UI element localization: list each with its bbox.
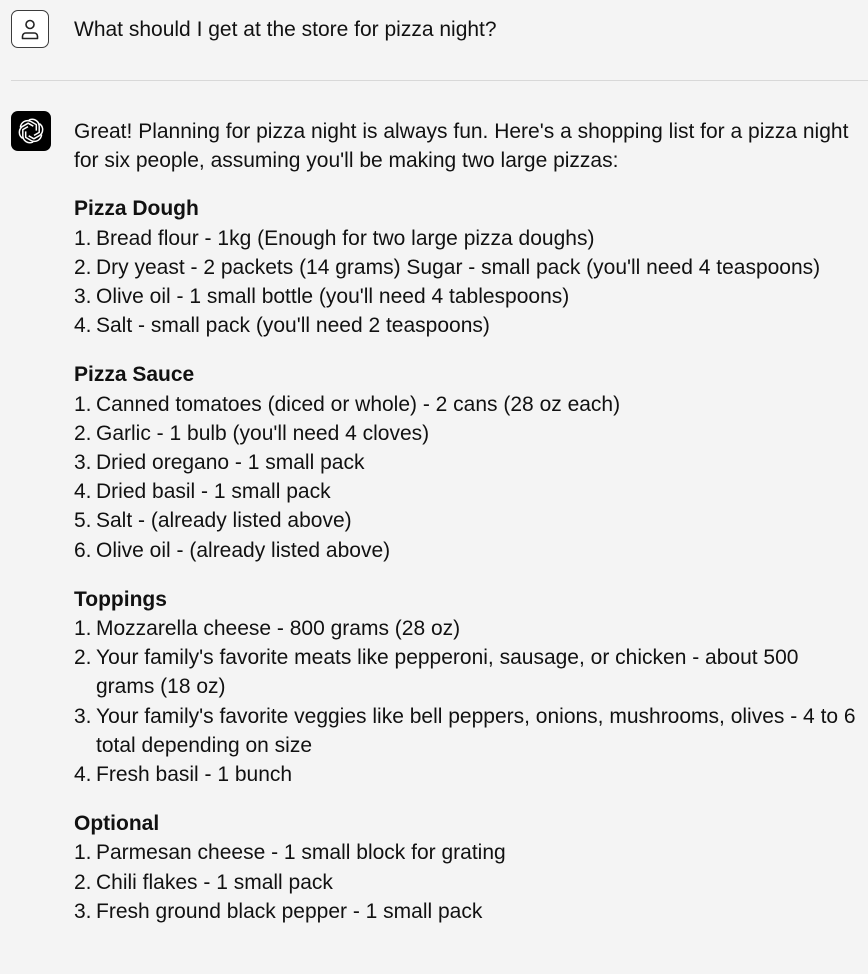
assistant-message	[74, 117, 858, 946]
section-list	[74, 838, 858, 926]
list-item	[74, 838, 858, 867]
user-avatar	[11, 10, 49, 48]
list-section	[74, 809, 858, 926]
list-item-number: 3.	[74, 285, 92, 309]
list-item-text: Bread flour - 1kg (Enough for two large pizza doughs)	[96, 226, 595, 250]
list-item-number: 1.	[74, 226, 92, 250]
message-divider	[11, 80, 868, 81]
openai-logo-icon	[17, 117, 45, 145]
section-list	[74, 390, 858, 565]
list-item	[74, 506, 858, 535]
list-item-text: Your family's favorite meats like pepperoni, sausage, or chicken - about 500 grams (18 oz)	[96, 646, 799, 699]
list-item-number: 1.	[74, 392, 92, 416]
list-section	[74, 360, 858, 564]
user-icon	[20, 18, 40, 40]
list-item-number: 2.	[74, 870, 92, 894]
list-item-number: 4.	[74, 314, 92, 338]
list-item	[74, 282, 858, 311]
shopping-list	[74, 194, 858, 926]
list-item	[74, 536, 858, 565]
list-item-text: Garlic - 1 bulb (you'll need 4 cloves)	[96, 421, 430, 445]
list-item-text: Fresh basil - 1 bunch	[96, 763, 293, 787]
section-title: Optional	[74, 812, 160, 836]
list-item	[74, 868, 858, 897]
list-section	[74, 585, 858, 789]
list-item-number: 2.	[74, 646, 92, 670]
section-title: Pizza Dough	[74, 197, 199, 221]
list-item-number: 4.	[74, 480, 92, 504]
list-item-text: Mozzarella cheese - 800 grams (28 oz)	[96, 617, 461, 641]
list-item	[74, 643, 858, 701]
list-item-text: Salt - small pack (you'll need 2 teaspoons)	[96, 314, 490, 338]
list-item	[74, 224, 858, 253]
list-item	[74, 477, 858, 506]
list-item	[74, 419, 858, 448]
user-message-row	[11, 10, 861, 50]
list-item	[74, 614, 858, 643]
list-item-text: Dried oregano - 1 small pack	[96, 451, 365, 475]
list-item-number: 2.	[74, 421, 92, 445]
list-item-text: Dry yeast - 2 packets (14 grams) Sugar - small pack (you'll need 4 teaspoons)	[96, 255, 821, 279]
list-item-number: 1.	[74, 841, 92, 865]
list-item-number: 4.	[74, 763, 92, 787]
section-title: Toppings	[74, 587, 167, 611]
list-item-text: Your family's favorite veggies like bell peppers, onions, mushrooms, olives - 4 to 6 total depending on size	[96, 704, 856, 757]
list-item-number: 3.	[74, 704, 92, 728]
list-item-text: Fresh ground black pepper - 1 small pack	[96, 899, 483, 923]
list-item	[74, 897, 858, 926]
list-item-number: 6.	[74, 538, 92, 562]
list-item-text: Olive oil - 1 small bottle (you'll need 4 tablespoons)	[96, 285, 570, 309]
list-item-number: 5.	[74, 509, 92, 533]
list-item-number: 3.	[74, 899, 92, 923]
user-message-text: What should I get at the store for pizza night?	[74, 18, 497, 41]
list-item	[74, 390, 858, 419]
assistant-avatar	[11, 111, 51, 151]
list-item	[74, 253, 858, 282]
section-list	[74, 224, 858, 341]
assistant-intro: Great! Planning for pizza night is always fun. Here's a shopping list for a pizza night for six people, assuming you'll be making two large pizzas:	[74, 120, 849, 173]
list-item	[74, 311, 858, 340]
list-section	[74, 194, 858, 340]
list-item-text: Chili flakes - 1 small pack	[96, 870, 333, 894]
section-list	[74, 614, 858, 789]
list-item-text: Dried basil - 1 small pack	[96, 480, 331, 504]
section-title: Pizza Sauce	[74, 363, 195, 387]
list-item-text: Parmesan cheese - 1 small block for grating	[96, 841, 506, 865]
list-item-number: 1.	[74, 617, 92, 641]
list-item	[74, 760, 858, 789]
list-item	[74, 448, 858, 477]
list-item-number: 2.	[74, 255, 92, 279]
list-item	[74, 702, 858, 760]
list-item-text: Olive oil - (already listed above)	[96, 538, 391, 562]
list-item-text: Salt - (already listed above)	[96, 509, 352, 533]
list-item-text: Canned tomatoes (diced or whole) - 2 cans (28 oz each)	[96, 392, 621, 416]
list-item-number: 3.	[74, 451, 92, 475]
